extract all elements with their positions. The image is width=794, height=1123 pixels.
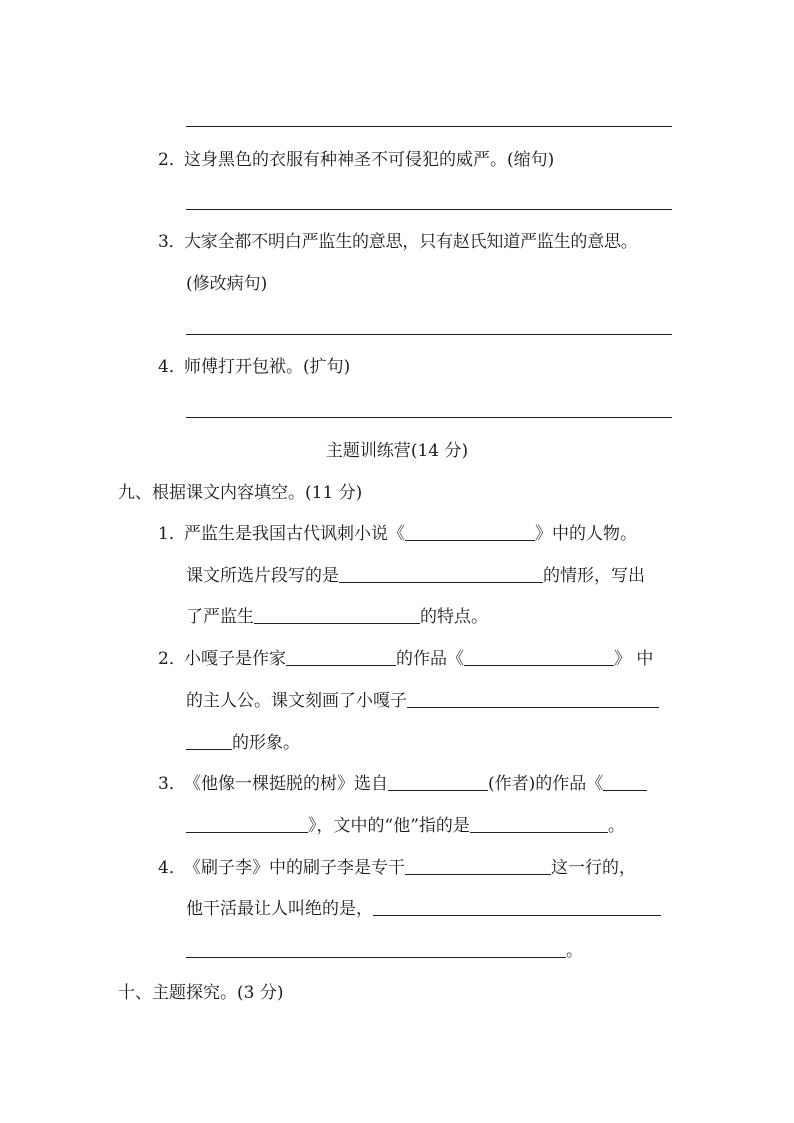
question-text: 大家全都不明白严监生的意思，只有赵氏知道严监生的意思。 <box>184 232 638 252</box>
fill-blank[interactable] <box>388 772 488 791</box>
question-text: 。 <box>607 816 625 836</box>
question-text: 这一行的， <box>551 858 636 878</box>
answer-line[interactable] <box>186 126 672 127</box>
question-number: 2． <box>158 150 186 170</box>
question-text: 《刷子李》中的刷子李是专干 <box>184 858 405 878</box>
fill-blank[interactable] <box>186 939 566 958</box>
question-text: 的情形，写出 <box>543 566 645 586</box>
question-9-4-line2 <box>186 897 661 921</box>
question-number: 4． <box>158 858 186 878</box>
section-title: 主题训练营(14 分) <box>325 441 469 461</box>
question-9-1-line2 <box>186 564 645 588</box>
question-text: 的作品《 <box>396 649 464 669</box>
question-number: 2． <box>158 649 186 669</box>
fill-blank[interactable] <box>339 564 543 583</box>
question-8-4 <box>158 355 350 379</box>
fill-blank[interactable] <box>464 647 614 666</box>
question-9-4-line1 <box>158 856 636 880</box>
question-text: 严监生是我国古代讽刺小说《 <box>184 524 405 544</box>
question-text: 。 <box>566 941 583 961</box>
fill-blank[interactable] <box>286 647 396 666</box>
fill-blank[interactable] <box>407 689 659 708</box>
part-9-heading: 九、根据课文内容填空。(11 分) <box>118 483 363 503</box>
fill-blank[interactable] <box>186 731 232 750</box>
question-number: 4． <box>158 357 186 377</box>
question-tag: (缩句) <box>507 150 555 170</box>
question-text: 的特点。 <box>420 607 488 627</box>
question-number: 3． <box>158 774 186 794</box>
question-number: 1． <box>158 524 186 544</box>
question-8-3 <box>158 230 638 254</box>
question-9-3-line1 <box>158 772 647 796</box>
question-text: 这身黑色的衣服有种神圣不可侵犯的威严。 <box>184 150 507 170</box>
fill-blank[interactable] <box>254 605 420 624</box>
question-9-4-line3 <box>186 939 583 963</box>
question-tag: (扩句) <box>303 357 351 377</box>
question-number: 3． <box>158 232 186 252</box>
question-text: (作者)的作品《 <box>488 774 604 794</box>
question-tag: (修改病句) <box>186 274 268 294</box>
question-text: 的主人公。课文刻画了小嘎子 <box>186 691 407 711</box>
question-9-2-line3 <box>186 731 300 755</box>
fill-blank[interactable] <box>405 856 551 875</box>
question-9-1-line3 <box>186 605 488 629</box>
fill-blank[interactable] <box>603 772 647 791</box>
question-text: 小嘎子是作家 <box>184 649 286 669</box>
question-text: 》中的人物。 <box>535 524 637 544</box>
question-9-1-line1 <box>158 522 637 546</box>
question-text: 师傅打开包袱。 <box>184 357 303 377</box>
question-9-2-line2 <box>186 689 659 713</box>
part-10-heading: 十、主题探究。(3 分) <box>118 983 284 1003</box>
answer-line[interactable] <box>186 334 672 335</box>
fill-blank[interactable] <box>405 522 535 541</box>
question-text: 》，文中的“他”指的是 <box>308 816 470 836</box>
question-9-2-line1 <box>158 647 653 671</box>
answer-line[interactable] <box>186 209 672 210</box>
question-9-3-line2 <box>186 814 625 838</box>
question-8-2 <box>158 148 554 172</box>
fill-blank[interactable] <box>373 897 661 916</box>
answer-line[interactable] <box>186 417 672 418</box>
question-text: 的形象。 <box>232 733 300 753</box>
question-text: 》 中 <box>614 649 654 669</box>
fill-blank[interactable] <box>470 814 608 833</box>
question-8-3-tag <box>186 272 267 296</box>
question-text: 他干活最让人叫绝的是， <box>186 899 373 919</box>
question-text: 了严监生 <box>186 607 254 627</box>
question-text: 《他像一棵挺脱的树》选自 <box>184 774 388 794</box>
fill-blank[interactable] <box>186 814 308 833</box>
question-text: 课文所选片段写的是 <box>186 566 339 586</box>
